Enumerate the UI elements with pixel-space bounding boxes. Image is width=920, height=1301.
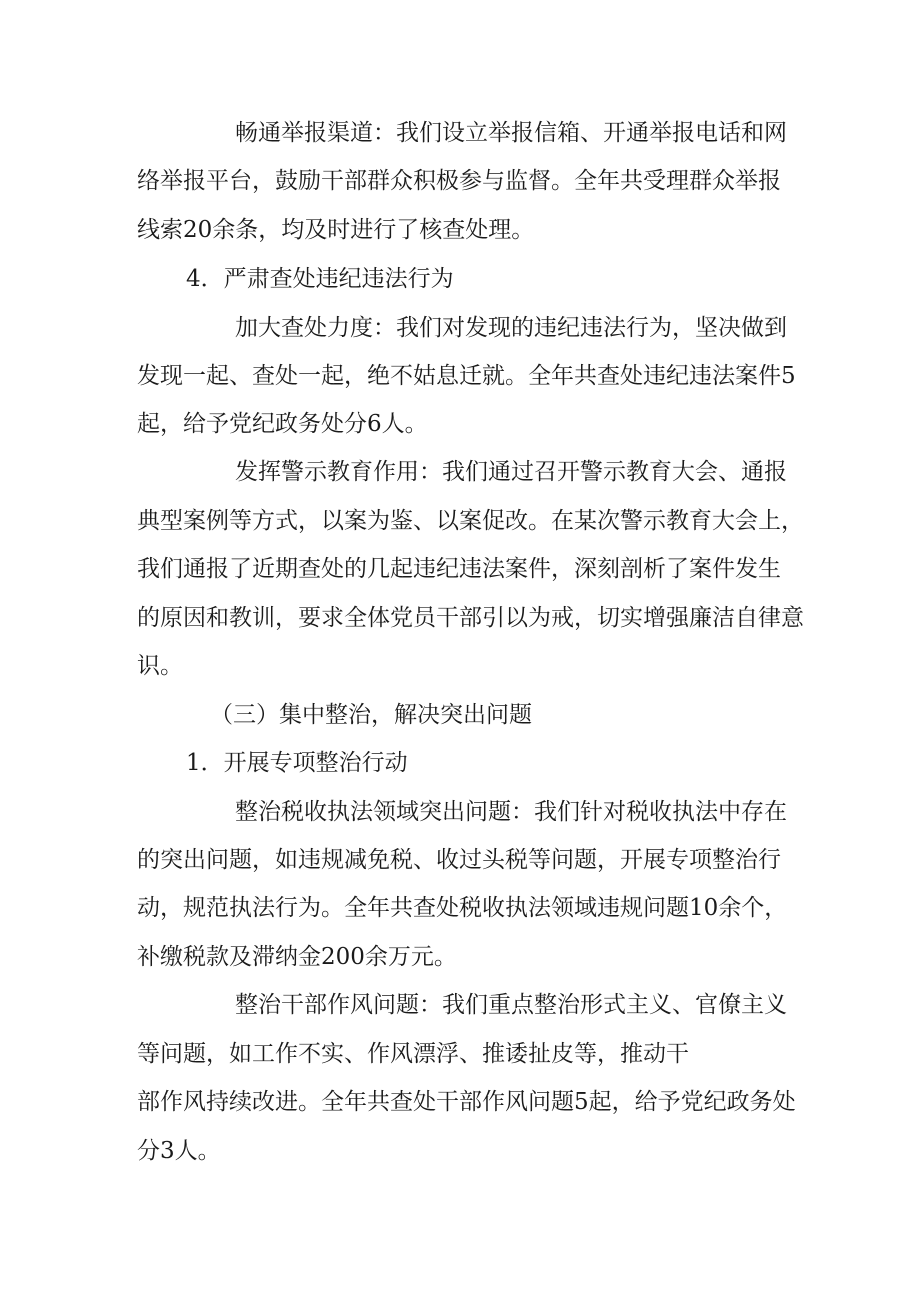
- paragraph-line: 分3人。: [137, 1138, 221, 1164]
- section-heading: 4．严肃查处违纪违法行为: [186, 266, 454, 292]
- section-title: （三）集中整治，解决突出问题: [210, 702, 532, 728]
- paragraph-line: 整治税收执法领域突出问题：我们针对税收执法中存在: [235, 799, 787, 825]
- paragraph-line: 的突出问题，如违规减免税、收过头税等问题，开展专项整治行: [137, 847, 781, 873]
- paragraph-line: 的原因和教训，要求全体党员干部引以为戒，切实增强廉洁自律意: [137, 605, 804, 631]
- paragraph-line: 整治干部作风问题：我们重点整治形式主义、官僚主义: [235, 992, 787, 1018]
- paragraph-line: 补缴税款及滞纳金200余万元。: [137, 944, 457, 970]
- paragraph-line: 起，给予党纪政务处分6人。: [137, 411, 428, 437]
- paragraph-line: 发现一起、查处一起，绝不姑息迁就。全年共查处违纪违法案件5: [137, 363, 796, 389]
- paragraph-line: 我们通报了近期查处的几起违纪违法案件，深刻剖析了案件发生: [137, 556, 781, 582]
- paragraph-line: 部作风持续改进。全年共查处干部作风问题5起，给予党纪政务处: [137, 1089, 796, 1115]
- paragraph-line: 动，规范执法行为。全年共查处税收执法领域违规问题10余个，: [137, 895, 788, 921]
- paragraph-line: 识。: [137, 653, 183, 679]
- paragraph-line: 等问题，如工作不实、作风漂浮、推诿扯皮等，推动干: [137, 1041, 689, 1067]
- paragraph-line: 典型案例等方式，以案为鉴、以案促改。在某次警示教育大会上，: [137, 508, 804, 534]
- paragraph-line: 畅通举报渠道：我们设立举报信箱、开通举报电话和网: [235, 120, 787, 146]
- paragraph-line: 加大查处力度：我们对发现的违纪违法行为，坚决做到: [235, 315, 787, 341]
- paragraph-line: 络举报平台，鼓励干部群众积极参与监督。全年共受理群众举报: [137, 168, 781, 194]
- paragraph-line: 线索20余条，均及时进行了核查处理。: [137, 217, 535, 243]
- section-heading: 1．开展专项整治行动: [186, 750, 408, 776]
- paragraph-line: 发挥警示教育作用：我们通过召开警示教育大会、通报: [235, 459, 787, 485]
